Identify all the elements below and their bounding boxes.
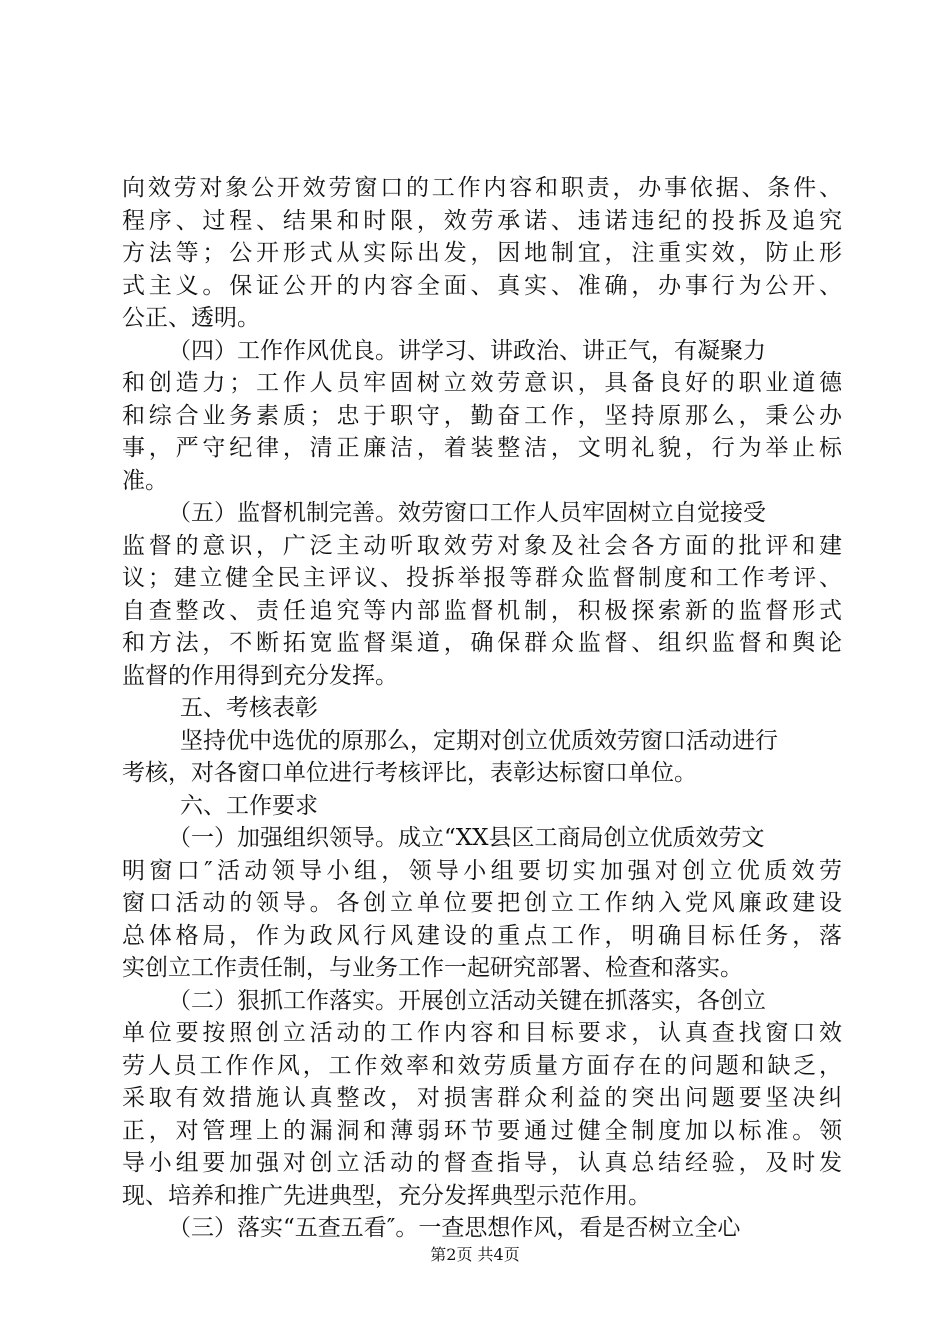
text-line: 正，对管理上的漏洞和薄弱环节要通过健全制度加以标准。领 xyxy=(122,1117,842,1144)
text-line: 事，严守纪律，清正廉洁，着装整洁，文明礼貌，行为举止标 xyxy=(122,435,842,461)
text-line: 监督的意识，广泛主动听取效劳对象及社会各方面的批评和建 xyxy=(122,532,842,559)
text-line: 窗口活动的领导。各创立单位要把创立工作纳入党风廉政建设 xyxy=(122,890,842,916)
document-body xyxy=(122,172,842,1245)
text-line: （三）落实“五查五看″。一查思想作风，看是否树立全心 xyxy=(168,1215,741,1241)
text-line: （四）工作作风优良。讲学习、讲政治、讲正气，有凝聚力 xyxy=(168,337,766,364)
text-line: （二）狠抓工作落实。开展创立活动关键在抓落实，各创立 xyxy=(168,987,766,1014)
text-line: 方法等；公开形式从实际出发，因地制宜，注重实效，防止形 xyxy=(122,240,842,266)
text-line: 和综合业务素质；忠于职守，勤奋工作，坚持原那么，秉公办 xyxy=(122,402,842,429)
text-line: （五）监督机制完善。效劳窗口工作人员牢固树立自觉接受 xyxy=(168,500,766,526)
text-line: 监督的作用得到充分发挥。 xyxy=(122,662,398,689)
text-line: （一）加强组织领导。成立“XX县区工商局创立优质效劳文 xyxy=(168,825,765,851)
text-line: 六、工作要求 xyxy=(180,792,318,819)
text-line: 坚持优中选优的原那么，定期对创立优质效劳窗口活动进行 xyxy=(180,727,778,754)
text-line: 导小组要加强对创立活动的督查指导，认真总结经验，及时发 xyxy=(122,1150,842,1176)
text-line: 公正、透明。 xyxy=(122,305,260,331)
text-line: 五、考核表彰 xyxy=(180,695,318,721)
text-line: 式主义。保证公开的内容全面、真实、准确，办事行为公开、 xyxy=(122,272,842,299)
text-line: 单位要按照创立活动的工作内容和目标要求，认真查找窗口效 xyxy=(122,1020,842,1046)
text-line: 准。 xyxy=(122,467,168,494)
text-line: 自查整改、责任追究等内部监督机制，积极探索新的监督形式 xyxy=(122,597,842,624)
text-line: 总体格局，作为政风行风建设的重点工作，明确目标任务，落 xyxy=(122,922,842,949)
text-line: 现、培养和推广先进典型，充分发挥典型示范作用。 xyxy=(122,1182,651,1209)
text-line: 考核，对各窗口单位进行考核评比，表彰达标窗口单位。 xyxy=(122,760,697,786)
text-line: 和创造力；工作人员牢固树立效劳意识，具备良好的职业道德 xyxy=(122,370,842,396)
text-line: 向效劳对象公开效劳窗口的工作内容和职责，办事依据、条件、 xyxy=(122,175,842,201)
text-line: 明窗口″活动领导小组，领导小组要切实加强对创立优质效劳 xyxy=(122,857,842,884)
text-line: 议；建立健全民主评议、投拆举报等群众监督制度和工作考评、 xyxy=(122,565,842,591)
page-footer: 第2页 共4页 xyxy=(430,1245,520,1264)
text-line: 劳人员工作作风，工作效率和效劳质量方面存在的问题和缺乏， xyxy=(122,1052,842,1079)
text-line: 程序、过程、结果和时限，效劳承诺、违诺违纪的投拆及追究 xyxy=(122,207,842,234)
text-line: 和方法，不断拓宽监督渠道，确保群众监督、组织监督和舆论 xyxy=(122,630,842,656)
text-line: 实创立工作责任制，与业务工作一起研究部署、检查和落实。 xyxy=(122,955,743,981)
text-line: 采取有效措施认真整改，对损害群众利益的突出问题要坚决纠 xyxy=(122,1085,842,1111)
